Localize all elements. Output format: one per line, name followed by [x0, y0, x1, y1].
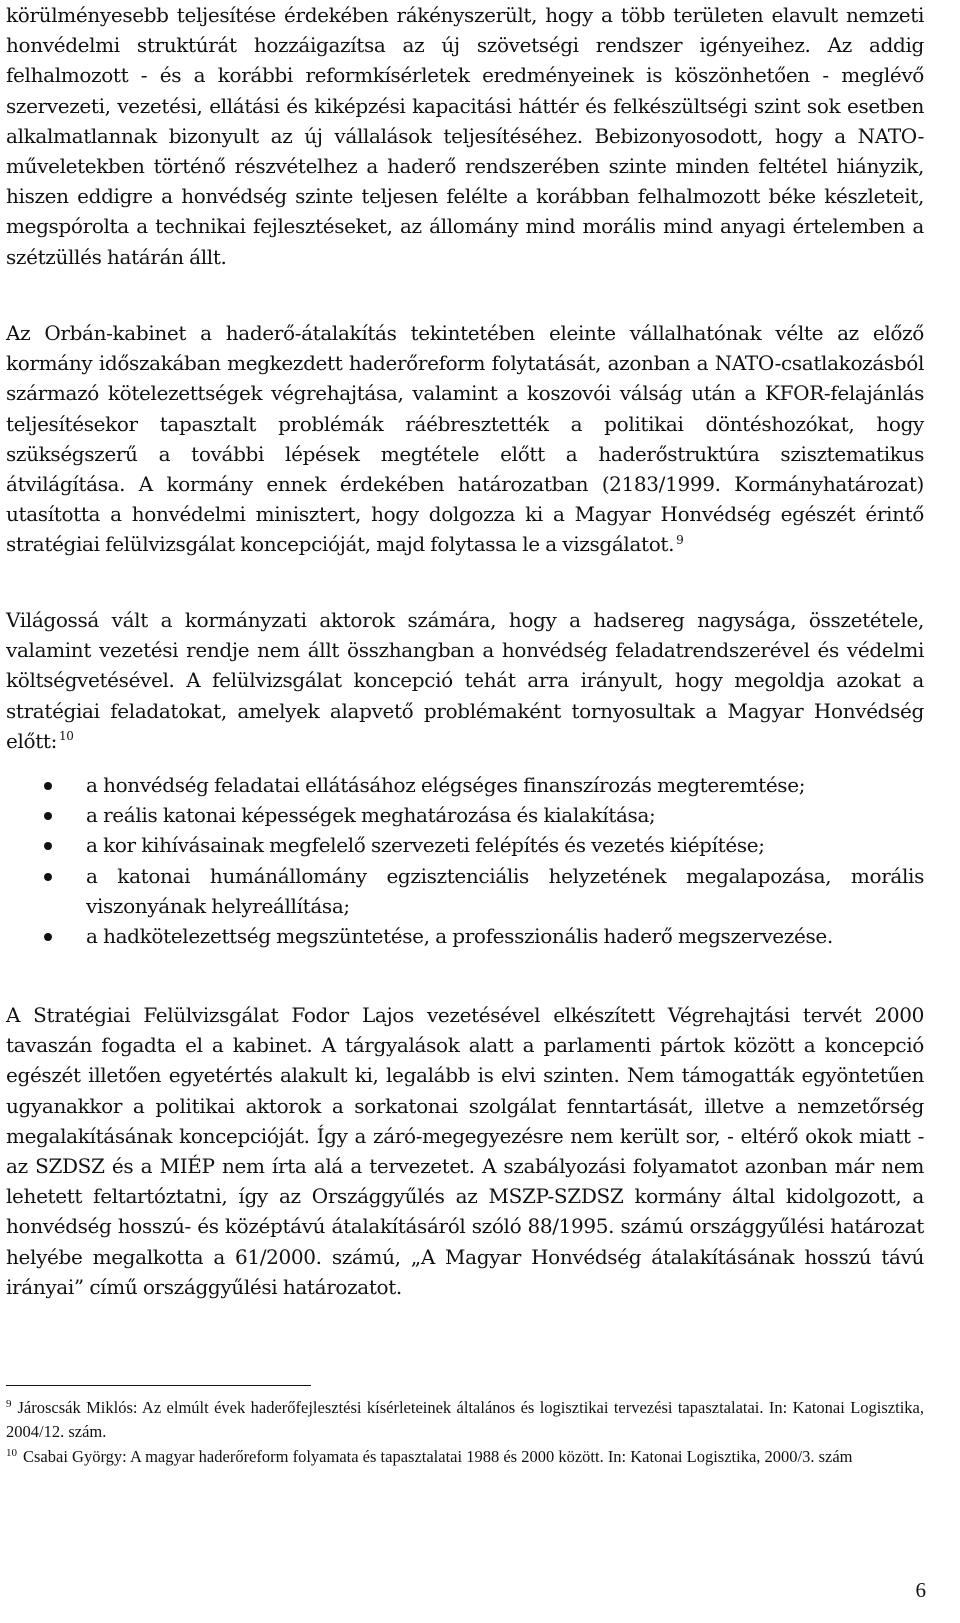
footnote-ref-9[interactable]: 9 [676, 532, 684, 547]
footnote-text: Csabai György: A magyar haderőreform folyamata és tapasztalatai 1988 és 2000 között. In: Katonai Logisztika, 2000/3. szám [23, 1447, 853, 1466]
footnote-text: Jároscsák Miklós: Az elmúlt évek haderőfejlesztési kísérleteinek általános és logisztikai tervezési tapasztalatai. In: Katonai Logisztika, 2004/12. szám. [6, 1398, 924, 1441]
list-item [6, 830, 924, 860]
bullet-icon [44, 782, 52, 790]
footnote-10 [6, 1445, 924, 1469]
bullet-icon [44, 812, 52, 820]
list-item-text: a hadkötelezettség megszüntetése, a professzionális haderő megszervezése. [86, 924, 833, 949]
paragraph-1-text: körülményesebb teljesítése érdekében rákényszerült, hogy a több területen elavult nemzeti honvédelmi struktúrát hozzáigazítsa az új szövetségi rendszer igényeihez. Az addig felhalmozott - és a korábbi reformkísérletek eredményeinek is köszönhetően - meglévő szervezeti, vezetési, ellátási és kiképzési kapacitási háttér és felkészültségi szint sok esetben alkalmatlannak bizonyult az új vállalások teljesítéséhez. Bebizonyosodott, hogy a NATO-műveletekben történő részvételhez a haderő rendszerében szinte minden feltétel hiányzik, hiszen eddigre a honvédség szinte teljesen felélte a korábban felhalmozott béke készleteit, megspórolta a technikai fejlesztéseket, az állomány mind morális mind anyagi értelemben a szétzüllés határán állt. [6, 3, 924, 269]
paragraph-4 [6, 1000, 924, 1302]
paragraph-2 [6, 318, 924, 560]
footnote-9 [6, 1396, 924, 1444]
paragraph-1 [6, 0, 924, 272]
footnote-ref-10[interactable]: 10 [59, 729, 74, 744]
paragraph-3 [6, 605, 924, 756]
list-item [6, 861, 924, 921]
footnote-divider [6, 1385, 311, 1386]
paragraph-3-body: Világossá vált a kormányzati aktorok számára, hogy a hadsereg nagysága, összetétele, valamint vezetési rendje nem állt összhangban a honvédség feladatrendszerével és védelmi költségvetésével. A felülvizsgálat koncepció tehát arra irányult, hogy megoldja azokat a stratégiai feladatokat, amelyek alapvető problémaként tornyosultak a Magyar Honvédség előtt: [6, 608, 924, 753]
footnote-number: 10 [6, 1446, 17, 1459]
list-item-text: a honvédség feladatai ellátásához elégséges finanszírozás megteremtése; [86, 773, 806, 797]
page-number: 6 [915, 1578, 926, 1602]
list-item [6, 921, 924, 951]
paragraph-2-text [6, 318, 924, 560]
paragraph-2-body: Az Orbán-kabinet a haderő-átalakítás tekintetében eleinte vállalhatónak vélte az előző kormány időszakában megkezdett haderőreform folytatását, azonban a NATO-csatlakozásból származó kötelezettségek végrehajtása, valamint a koszovói válság után a KFOR-felajánlás teljesítésekor tapasztalt problémák ráébresztették a politikai döntéshozókat, hogy szükségszerű a további lépések megtétele előtt a haderőstruktúra szisztematikus átvilágítása. A kormány ennek érdekében határozatban (2183/1999. Kormányhatározat) utasította a honvédelmi minisztert, hogy dolgozza ki a Magyar Honvédség egészét érintő stratégiai felülvizsgálat koncepcióját, majd folytassa le a vizsgálatot. [6, 321, 924, 557]
list-item-text: a kor kihívásainak megfelelő szervezeti felépítés és vezetés kiépítése; [86, 833, 765, 858]
bullet-icon [44, 842, 52, 850]
list-item [6, 770, 924, 800]
list-item [6, 800, 924, 830]
footnote-number: 9 [6, 1397, 12, 1410]
paragraph-4-text: A Stratégiai Felülvizsgálat Fodor Lajos vezetésével elkészített Végrehajtási tervét 2000 tavaszán fogadta el a kabinet. A tárgyalások alatt a parlamenti pártok között a koncepció egészét illetően egyetértés alakult ki, legalább is elvi szinten. Nem támogatták egyöntetűen ugyanakkor a politikai aktorok a sorkatonai szolgálat fenntartását, illetve a nemzetőrség megalakításának koncepcióját. Így a záró-megegyezésre nem került sor, - eltérő okok miatt - az SZDSZ és a MIÉP nem írta alá a tervezetet. A szabályozási folyamatot azonban már nem lehetett feltartóztatni, így az Országgyűlés az MSZP-SZDSZ kormány által kidolgozott, a honvédség hosszú- és középtávú átalakításáról szóló 88/1995. számú országgyűlési határozat helyébe megalkotta a 61/2000. számú, „A Magyar Honvédség átalakításának hosszú távú irányai” című országgyűlési határozatot. [6, 1003, 924, 1299]
bullet-list [6, 770, 924, 951]
paragraph-3-text [6, 605, 924, 756]
bullet-icon [44, 873, 52, 881]
bullet-icon [44, 933, 52, 941]
footnotes [6, 1396, 924, 1470]
list-item-text: a reális katonai képességek meghatározása és kialakítása; [86, 803, 656, 828]
list-item-text: a katonai humánállomány egzisztenciális helyzetének megalapozása, morális viszonyának helyreállítása; [86, 863, 924, 918]
